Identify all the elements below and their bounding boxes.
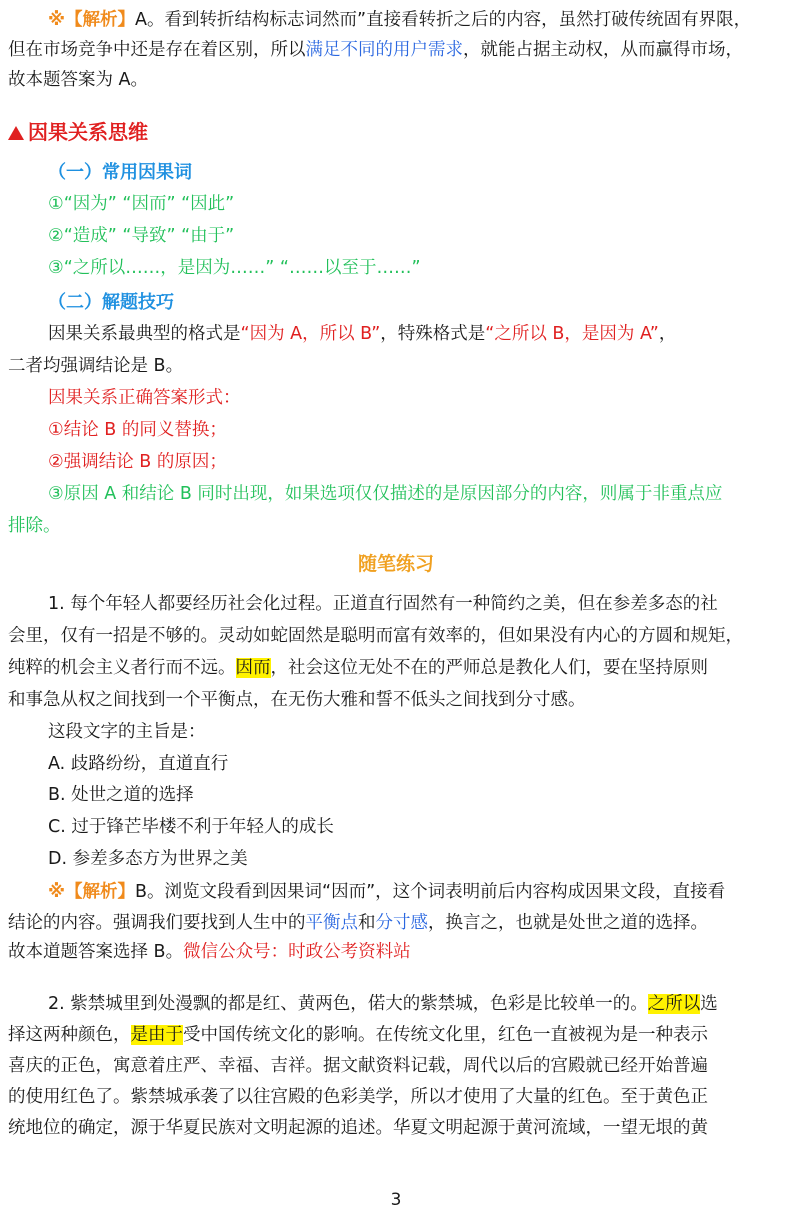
q1-analysis-line-2: 结论的内容。强调我们要找到人生中的平衡点和分寸感，换言之，也就是处世之道的选择。	[8, 913, 708, 933]
q2-line-4: 的使用红色了。紫禁城承袭了以往宫殿的色彩美学，所以才使用了大量的红色。至于黄色正	[8, 1087, 708, 1107]
option-a: A. 歧路纷纷，直道直行	[48, 754, 229, 774]
q2-line-3: 喜庆的正色，寓意着庄严、幸福、吉祥。据文献资料记载，周代以后的宫殿就已经开始普遍	[8, 1056, 708, 1076]
q2-line-5: 统地位的确定，源于华夏民族对文明起源的追述。华夏文明起源于黄河流域，一望无垠的黄	[8, 1118, 708, 1138]
causal-words-3: ③“之所以……，是因为……” “……以至于……”	[48, 258, 421, 278]
wechat-note: 微信公众号：时政公考资料站	[183, 942, 411, 962]
q1-line-4: 和事急从权之间找到一个平衡点，在无伤大雅和誓不低头之间找到分寸感。	[8, 690, 586, 710]
technique-line-1: 因果关系最典型的格式是“因为 A，所以 B”，特殊格式是“之所以 B，是因为 A”，	[48, 324, 677, 344]
triangle-icon	[8, 126, 24, 140]
q1-analysis-line-3: 故本道题答案选择 B。微信公众号：时政公考资料站	[8, 942, 411, 962]
key-phrase: 满足不同的用户需求	[305, 40, 463, 60]
analysis-marker: ※【解析】	[48, 10, 136, 30]
subheading-1: （一）常用因果词	[48, 162, 192, 183]
answer-form-2: ②强调结论 B 的原因；	[48, 452, 227, 472]
analysis-line-2: 但在市场竞争中还是存在着区别，所以满足不同的用户需求，就能占据主动权，从而赢得市场，	[8, 40, 743, 60]
answer-form-title: 因果关系正确答案形式：	[48, 388, 241, 408]
highlight-causal-word: 是由于	[130, 1025, 183, 1045]
q1-ask: 这段文字的主旨是：	[48, 722, 206, 742]
q1-analysis-line-1: ※【解析】B。浏览文段看到因果词“因而”，这个词表明前后内容构成因果文段，直接看	[48, 882, 726, 902]
option-b: B. 处世之道的选择	[48, 785, 194, 805]
answer-form-3-cont: 排除。	[8, 516, 61, 536]
q1-line-2: 会里，仅有一招是不够的。灵动如蛇固然是聪明而富有效率的，但如果没有内心的方圆和规矩，	[8, 626, 743, 646]
section-title: 因果关系思维	[8, 120, 148, 144]
q2-line-1: 2. 紫禁城里到处漫飘的都是红、黄两色，偌大的紫禁城，色彩是比较单一的。之所以选	[48, 994, 718, 1014]
q1-line-3: 纯粹的机会主义者行而不远。因而，社会这位无处不在的严师总是教化人们，要在坚持原则	[8, 658, 708, 678]
analysis-line-3: 故本题答案为 A。	[8, 70, 149, 90]
technique-line-2: 二者均强调结论是 B。	[8, 356, 184, 376]
answer-form-1: ①结论 B 的同义替换；	[48, 420, 227, 440]
q1-line-1: 1. 每个年轻人都要经历社会化过程。正道直行固然有一种简约之美，但在参差多态的社	[48, 594, 718, 614]
option-d: D. 参差多态方为世界之美	[48, 849, 248, 869]
highlight-causal-word: 之所以	[647, 994, 701, 1014]
practice-title: 随笔练习	[357, 553, 434, 575]
answer-form-3: ③原因 A 和结论 B 同时出现，如果选项仅仅描述的是原因部分的内容，则属于非重点应	[48, 484, 723, 504]
q2-line-2: 择这两种颜色，是由于受中国传统文化的影响。在传统文化里，红色一直被视为是一种表示	[8, 1025, 708, 1045]
analysis-line-1: ※【解析】A。看到转折结构标志词然而”直接看转折之后的内容，虽然打破传统固有界限，	[48, 10, 752, 30]
option-c: C. 过于锋芒毕楼不利于年轻人的成长	[48, 817, 334, 837]
page-number: 3	[390, 1190, 402, 1210]
subheading-2: （二）解题技巧	[48, 292, 174, 313]
causal-words-1: ①“因为” “因而” “因此”	[48, 194, 235, 214]
highlight-causal-word: 因而	[235, 658, 271, 678]
causal-words-2: ②“造成” “导致” “由于”	[48, 226, 235, 246]
